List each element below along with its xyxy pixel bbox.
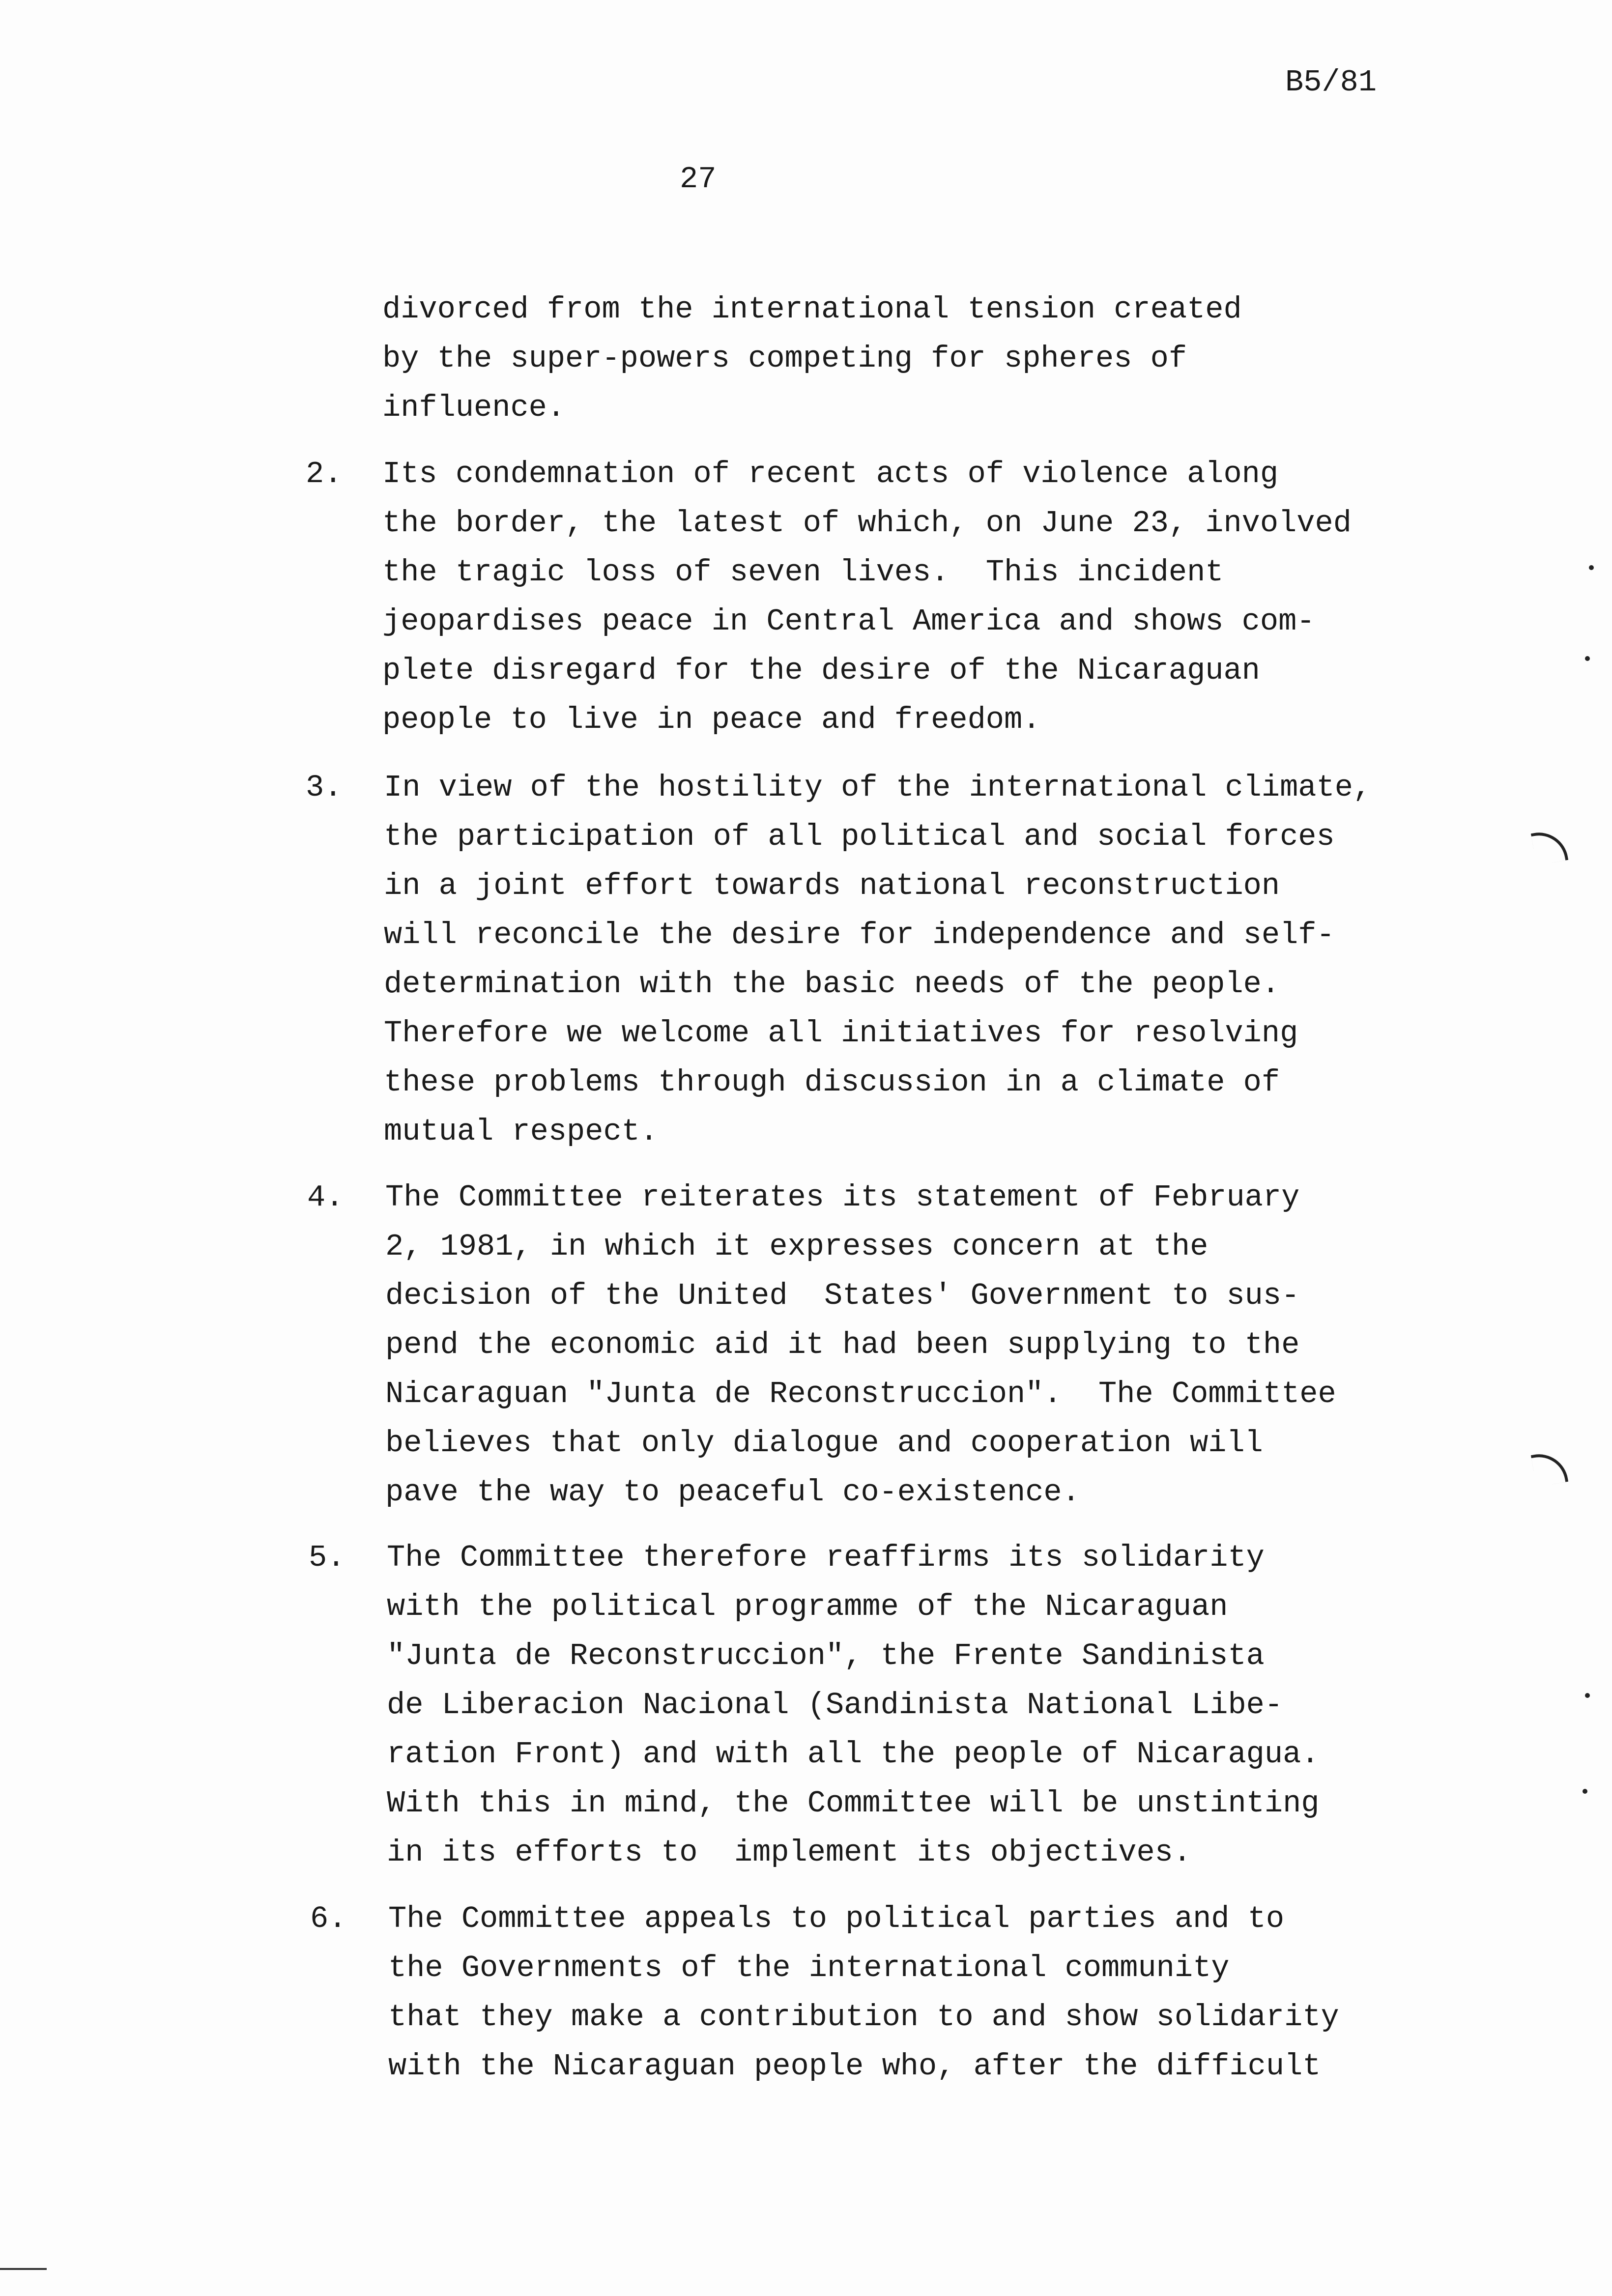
text-line: these problems through discussion in a climate of [384,1065,1280,1100]
document-reference: B5/81 [1285,65,1377,100]
scan-mark [1585,656,1590,661]
text-line: mutual respect. [384,1114,659,1149]
text-line: pend the economic aid it had been supplying to the [385,1327,1300,1362]
binding-hole-mark [1531,828,1568,865]
paragraph-number: 6. [310,1901,347,1936]
paragraph-number: 4. [307,1180,344,1215]
text-line: Its condemnation of recent acts of violence along [382,457,1279,491]
scan-mark [1585,1693,1590,1698]
text-line: Therefore we welcome all initiatives for resolving [384,1016,1298,1051]
scan-mark [1583,1789,1587,1794]
text-line: decision of the United States' Government to sus- [385,1278,1300,1313]
paragraph-number: 2. [306,457,343,491]
text-line: The Committee reiterates its statement of February [385,1180,1300,1215]
text-line: in its efforts to implement its objectives. [387,1835,1192,1870]
text-line: the Governments of the international community [388,1951,1230,1985]
text-line: the tragic loss of seven lives. This incident [382,555,1224,590]
text-line: The Committee therefore reaffirms its solidarity [387,1540,1265,1575]
text-line: determination with the basic needs of the people. [384,967,1280,1002]
text-line: ration Front) and with all the people of Nicaragua. [387,1737,1320,1772]
text-line: plete disregard for the desire of the Nicaraguan [382,653,1260,688]
text-line: jeopardises peace in Central America and shows com- [382,604,1315,639]
text-line: de Liberacion Nacional (Sandinista National Libe- [387,1688,1283,1722]
text-line: The Committee appeals to political parties and to [388,1901,1285,1936]
text-line: people to live in peace and freedom. [382,702,1041,737]
text-line: In view of the hostility of the international climate, [384,770,1372,805]
text-line: with the political programme of the Nicaraguan [387,1589,1228,1624]
text-line: will reconcile the desire for independence and self- [384,918,1335,952]
text-line: Nicaraguan "Junta de Reconstruccion". The Committee [385,1377,1336,1411]
text-line: pave the way to peaceful co-existence. [385,1475,1080,1510]
scan-mark [1589,565,1594,570]
text-line: the participation of all political and social forces [384,819,1335,854]
text-line: by the super-powers competing for spheres of [382,341,1187,376]
page-number: 27 [680,162,717,197]
text-line: 2, 1981, in which it expresses concern at the [385,1229,1209,1264]
text-line: with the Nicaraguan people who, after the difficult [388,2049,1321,2084]
text-line: in a joint effort towards national reconstruction [384,868,1280,903]
paragraph-number: 3. [306,770,343,805]
text-line: "Junta de Reconstruccion", the Frente Sandinista [387,1638,1265,1673]
text-line: With this in mind, the Committee will be unstinting [387,1786,1320,1821]
text-line: divorced from the international tension created [382,292,1242,327]
binding-hole-mark [1531,1450,1568,1487]
text-line: that they make a contribution to and show solidarity [388,2000,1339,2035]
text-line: influence. [382,390,566,425]
text-line: believes that only dialogue and cooperation will [385,1426,1263,1461]
text-line: the border, the latest of which, on June 23, involved [382,506,1352,541]
paragraph-number: 5. [309,1540,345,1575]
page-edge-line [0,2268,47,2270]
